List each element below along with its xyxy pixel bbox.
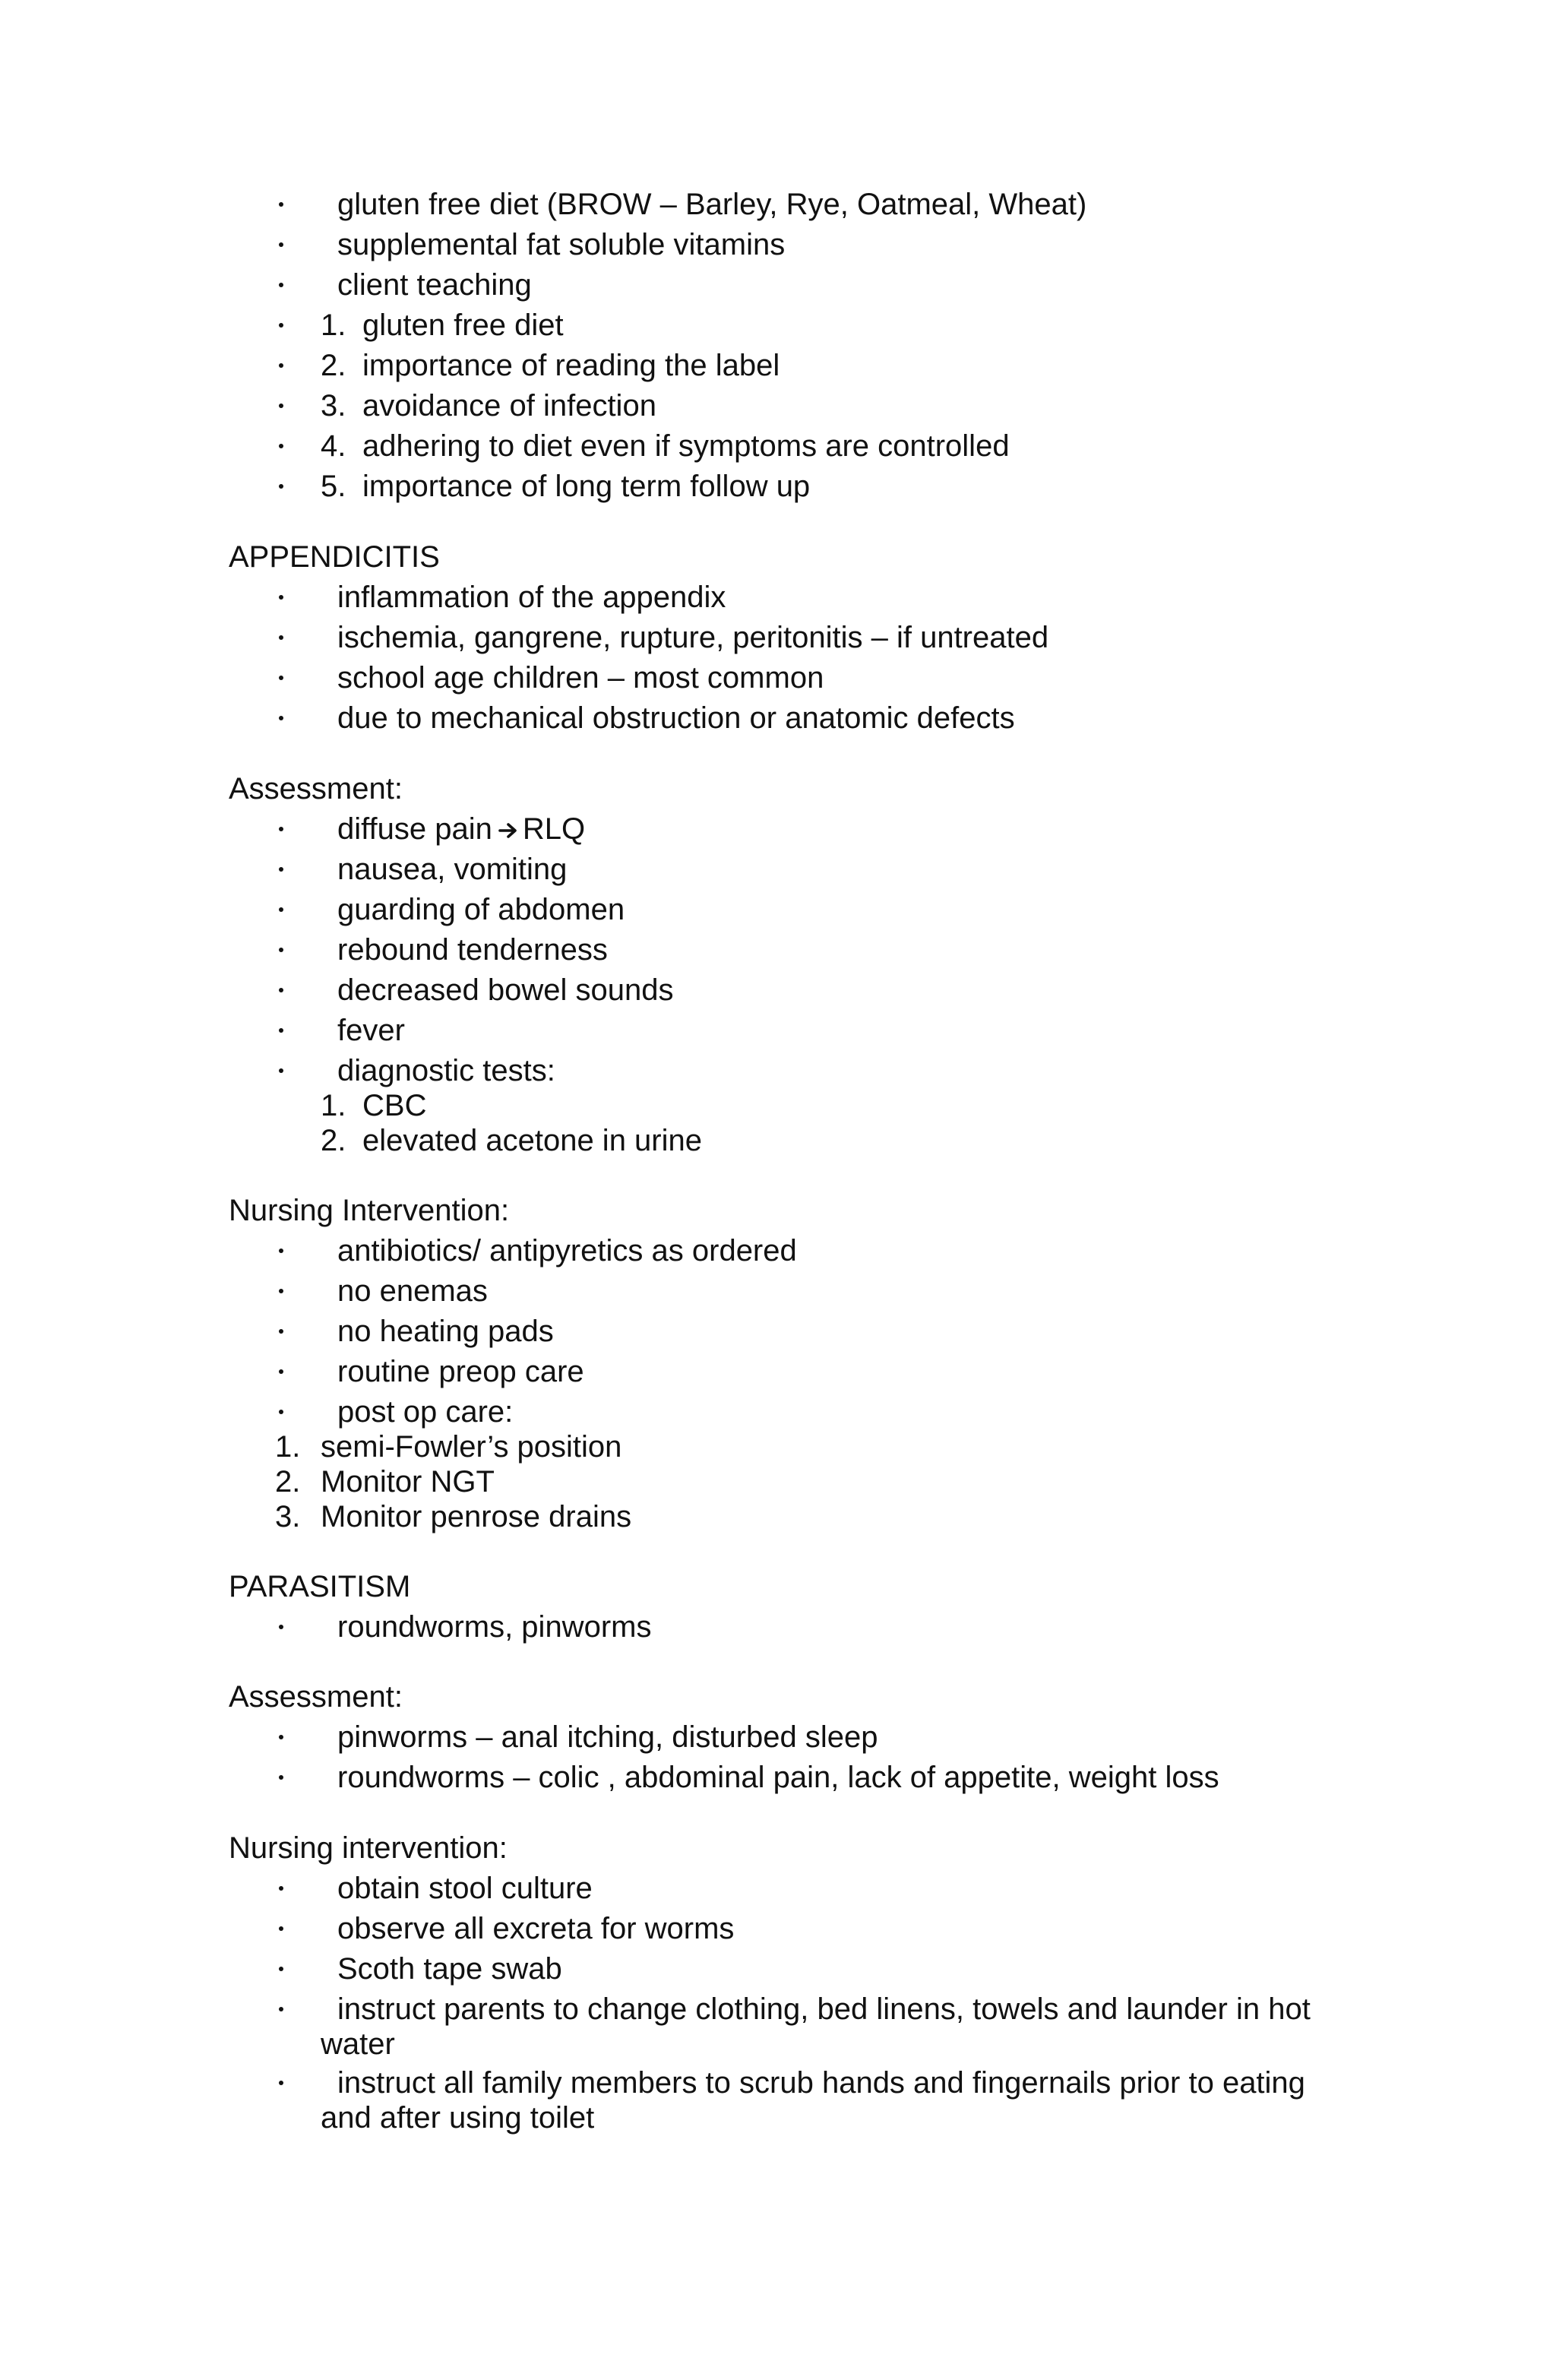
section-heading: Assessment: [229,772,403,805]
bullet [279,1967,283,1971]
bullet [279,1028,283,1033]
bullet [279,1369,283,1374]
list-number: 2. [321,349,346,382]
bullet [279,283,283,287]
list-item: no heating pads [337,1315,554,1348]
bullet [279,1775,283,1780]
list-item: importance of reading the label [362,349,780,382]
list-number: 1. [321,309,346,342]
list-item [337,811,585,847]
list-item: Monitor NGT [321,1465,495,1499]
bullet [279,404,283,408]
bullet [279,1886,283,1891]
section-heading: Nursing intervention: [229,1831,508,1865]
list-item: post op care: [337,1395,514,1429]
list-item: supplemental fat soluble vitamins [337,228,786,261]
list-item: routine preop care [337,1355,584,1388]
list-item: instruct parents to change clothing, bed linens, towels and launder in hot [337,1992,1311,2026]
list-item: due to mechanical obstruction or anatomic defects [337,701,1015,735]
bullet [279,1625,283,1629]
list-item: pinworms – anal itching, disturbed sleep [337,1720,878,1754]
pain-left-text: diffuse pain [337,812,492,846]
list-item: decreased bowel sounds [337,973,674,1007]
section-heading: Nursing Intervention: [229,1194,510,1227]
list-item-continuation: water [321,2027,395,2061]
bullet [279,2007,283,2011]
list-item: ischemia, gangrene, rupture, peritonitis – if untreated [337,621,1049,654]
pain-right-text: RLQ [522,812,586,846]
list-item: rebound tenderness [337,933,608,967]
bullet [279,827,283,831]
list-item: Scoth tape swab [337,1952,562,1986]
bullet [279,1926,283,1931]
bullet [279,676,283,680]
list-number: 1. [275,1430,301,1464]
bullet [279,202,283,207]
list-item: school age children – most common [337,661,824,695]
bullet [279,363,283,368]
list-item: adhering to diet even if symptoms are controlled [362,429,1010,463]
bullet [279,988,283,992]
bullet [279,907,283,912]
list-item: fever [337,1014,405,1047]
right-arrow-icon [498,821,518,840]
list-item: gluten free diet (BROW – Barley, Rye, Oatmeal, Wheat) [337,188,1087,221]
list-item: diagnostic tests: [337,1054,555,1087]
list-item: semi-Fowler’s position [321,1430,622,1464]
list-item: roundworms, pinworms [337,1610,652,1644]
list-item: roundworms – colic , abdominal pain, lack of appetite, weight loss [337,1761,1219,1794]
bullet [279,1329,283,1334]
list-item: avoidance of infection [362,389,656,423]
list-number: 5. [321,470,346,503]
bullet [279,867,283,872]
bullet [279,484,283,489]
bullet [279,242,283,247]
list-number: 4. [321,429,346,463]
list-number: 1. [321,1089,346,1122]
bullet [279,1289,283,1293]
list-item: importance of long term follow up [362,470,811,503]
list-item: gluten free diet [362,309,564,342]
section-heading: Assessment: [229,1680,403,1714]
list-item: guarding of abdomen [337,893,625,926]
list-item: CBC [362,1089,427,1122]
list-item: no enemas [337,1274,488,1308]
bullet [279,323,283,328]
list-item-continuation: and after using toilet [321,2101,595,2135]
bullet [279,2081,283,2085]
list-number: 3. [321,389,346,423]
list-item: inflammation of the appendix [337,581,726,614]
list-item: obtain stool culture [337,1872,593,1905]
bullet [279,716,283,720]
list-item: antibiotics/ antipyretics as ordered [337,1234,797,1268]
section-heading: APPENDICITIS [229,540,440,574]
bullet [279,444,283,448]
bullet [279,1410,283,1414]
list-item: observe all excreta for worms [337,1912,735,1945]
list-item: elevated acetone in urine [362,1124,702,1157]
bullet [279,948,283,952]
list-item: Monitor penrose drains [321,1500,632,1533]
list-number: 3. [275,1500,301,1533]
bullet [279,1249,283,1253]
list-item: nausea, vomiting [337,853,568,886]
bullet [279,1068,283,1073]
list-item: client teaching [337,268,532,302]
bullet [279,595,283,600]
section-heading: PARASITISM [229,1570,411,1603]
bullet [279,635,283,640]
list-number: 2. [321,1124,346,1157]
list-number: 2. [275,1465,301,1499]
list-item: instruct all family members to scrub hands and fingernails prior to eating [337,2066,1305,2100]
bullet [279,1735,283,1739]
